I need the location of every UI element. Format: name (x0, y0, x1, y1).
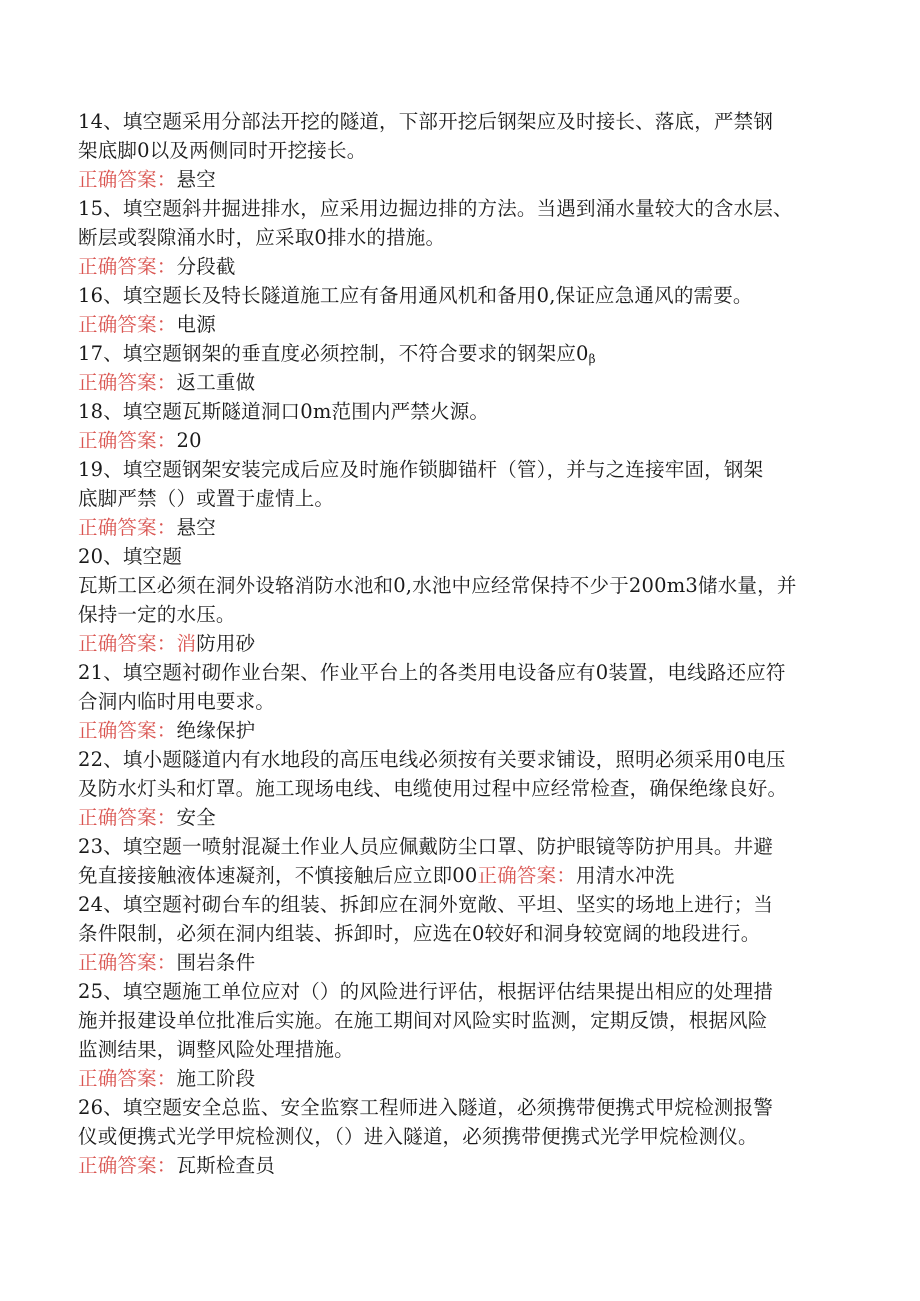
question-16-line-1: 16、填空题长及特长隧道施工应有备用通风机和备用0,保证应急通风的需要。 (78, 284, 753, 307)
answer-value: 围岩条件 (176, 951, 256, 974)
answer-19 (78, 513, 838, 542)
question-19-line-1: 19、填空题钢架安装完成后应及时施作锁脚锚杆（管），并与之连接牢固，钢架 (78, 458, 764, 481)
answer-22 (78, 803, 838, 832)
answer-value: 安全 (176, 806, 216, 829)
question-18-line-1: 18、填空题瓦斯隧道洞口0m范围内严禁火源。 (78, 400, 490, 423)
answer-16 (78, 310, 838, 339)
question-26-line-1: 26、填空题安全总监、安全监察工程师进入隧道，必须携带便携式甲烷检测报警 (78, 1096, 774, 1119)
question-22-line-1: 22、填小题隧道内有水地段的高压电线必须按有关要求铺设，照明必须采用0电压 (78, 748, 786, 771)
answer-value: 绝缘保护 (176, 719, 256, 742)
answer-label: 正确答案： (78, 632, 177, 655)
question-21-line-1: 21、填空题衬砌作业台架、作业平台上的各类用电设备应有0装置，电线路还应符 (78, 661, 786, 684)
question-26-line-2: 仪或便携式光学甲烷检测仪，（）进入隧道，必须携带便携式光学甲烷检测仪。 (78, 1125, 758, 1148)
answer-label: 正确答案： (78, 168, 177, 191)
question-17-line-1 (78, 339, 838, 368)
question-17-text: 17、填空题钢架的垂直度必须控制，不符合要求的钢架应0 (78, 342, 589, 365)
answer-20 (78, 629, 838, 658)
answer-label: 正确答案： (78, 1067, 177, 1090)
question-22-line-2: 及防水灯头和灯罩。施工现场电线、电缆使用过程中应经常检查，确保绝缘良好。 (78, 777, 788, 800)
question-14-line-2: 架底脚0以及两侧同时开挖接长。 (78, 139, 367, 162)
answer-label: 正确答案： (78, 516, 177, 539)
question-15-line-2: 断层或裂隙涌水时，应采取0排水的措施。 (78, 226, 446, 249)
question-24-line-2: 条件限制，必须在洞内组装、拆卸时，应选在0较好和洞身较宽阔的地段进行。 (78, 922, 761, 945)
answer-value: 用清水冲洗 (576, 864, 675, 887)
answer-value: 瓦斯检查员 (176, 1154, 276, 1177)
answer-value: 20 (176, 429, 202, 452)
answer-value: 悬空 (176, 516, 216, 539)
answer-14 (78, 165, 838, 194)
answer-24 (78, 948, 838, 977)
question-21-line-2: 合洞内临时用电要求。 (78, 690, 276, 713)
question-20-line-2: 瓦斯工区必须在洞外设辂消防水池和0,水池中应经常保持不少于200m3储水量，并 (78, 574, 797, 597)
question-14-line-1: 14、填空题采用分部法开挖的隧道，下部开挖后钢架应及时接长、落底，严禁钢 (78, 110, 774, 133)
answer-18 (78, 426, 838, 455)
answer-value: 防用砂 (196, 632, 256, 655)
answer-value: 电源 (176, 313, 216, 336)
answer-25 (78, 1064, 838, 1093)
question-25-line-3: 监测结果，调整风险处理措施。 (78, 1038, 354, 1061)
question-23-line-2 (78, 861, 838, 890)
question-25-line-1: 25、填空题施工单位应对（）的风险进行评估，根据评估结果提出相应的处理措 (78, 980, 774, 1003)
answer-value: 返工重做 (176, 371, 256, 394)
answer-15 (78, 252, 838, 281)
answer-17 (78, 368, 838, 397)
question-20-line-3: 保持一定的水压。 (78, 603, 236, 626)
answer-21 (78, 716, 838, 745)
answer-label: 正确答案： (78, 1154, 177, 1177)
answer-value: 施工阶段 (176, 1067, 256, 1090)
answer-26 (78, 1151, 838, 1180)
question-25-line-2: 施并报建设单位批准后实施。在施工期间对风险实时监测，定期反馈，根据风险 (78, 1009, 768, 1032)
answer-value: 悬空 (176, 168, 216, 191)
answer-label: 正确答案： (78, 255, 177, 278)
question-24-line-1: 24、填空题衬砌台车的组装、拆卸应在洞外宽敞、平坦、坚实的场地上进行；当 (78, 893, 774, 916)
question-19-line-2: 底脚严禁（）或置于虚情上。 (78, 487, 335, 510)
answer-value: 分段截 (176, 255, 236, 278)
document-page (78, 107, 838, 1180)
answer-value-red-part: 消 (176, 632, 197, 655)
answer-label: 正确答案： (477, 864, 577, 887)
answer-label: 正确答案： (78, 429, 177, 452)
answer-label: 正确答案： (78, 371, 177, 394)
question-23-line-1: 23、填空题一喷射混凝土作业人员应佩戴防尘口罩、防护眼镜等防护用具。井避 (78, 835, 774, 858)
question-17-subscript: β (588, 352, 596, 366)
question-20-line-1: 20、填空题 (78, 545, 183, 568)
answer-label: 正确答案： (78, 719, 177, 742)
question-23-text: 免直接接触液体速凝剂，不慎接触后应立即00 (78, 864, 478, 887)
question-15-line-1: 15、填空题斜井掘进排水，应采用边掘边排的方法。当遇到涌水量较大的含水层、 (78, 197, 793, 220)
answer-label: 正确答案： (78, 313, 177, 336)
answer-label: 正确答案： (78, 951, 177, 974)
answer-label: 正确答案： (78, 806, 177, 829)
